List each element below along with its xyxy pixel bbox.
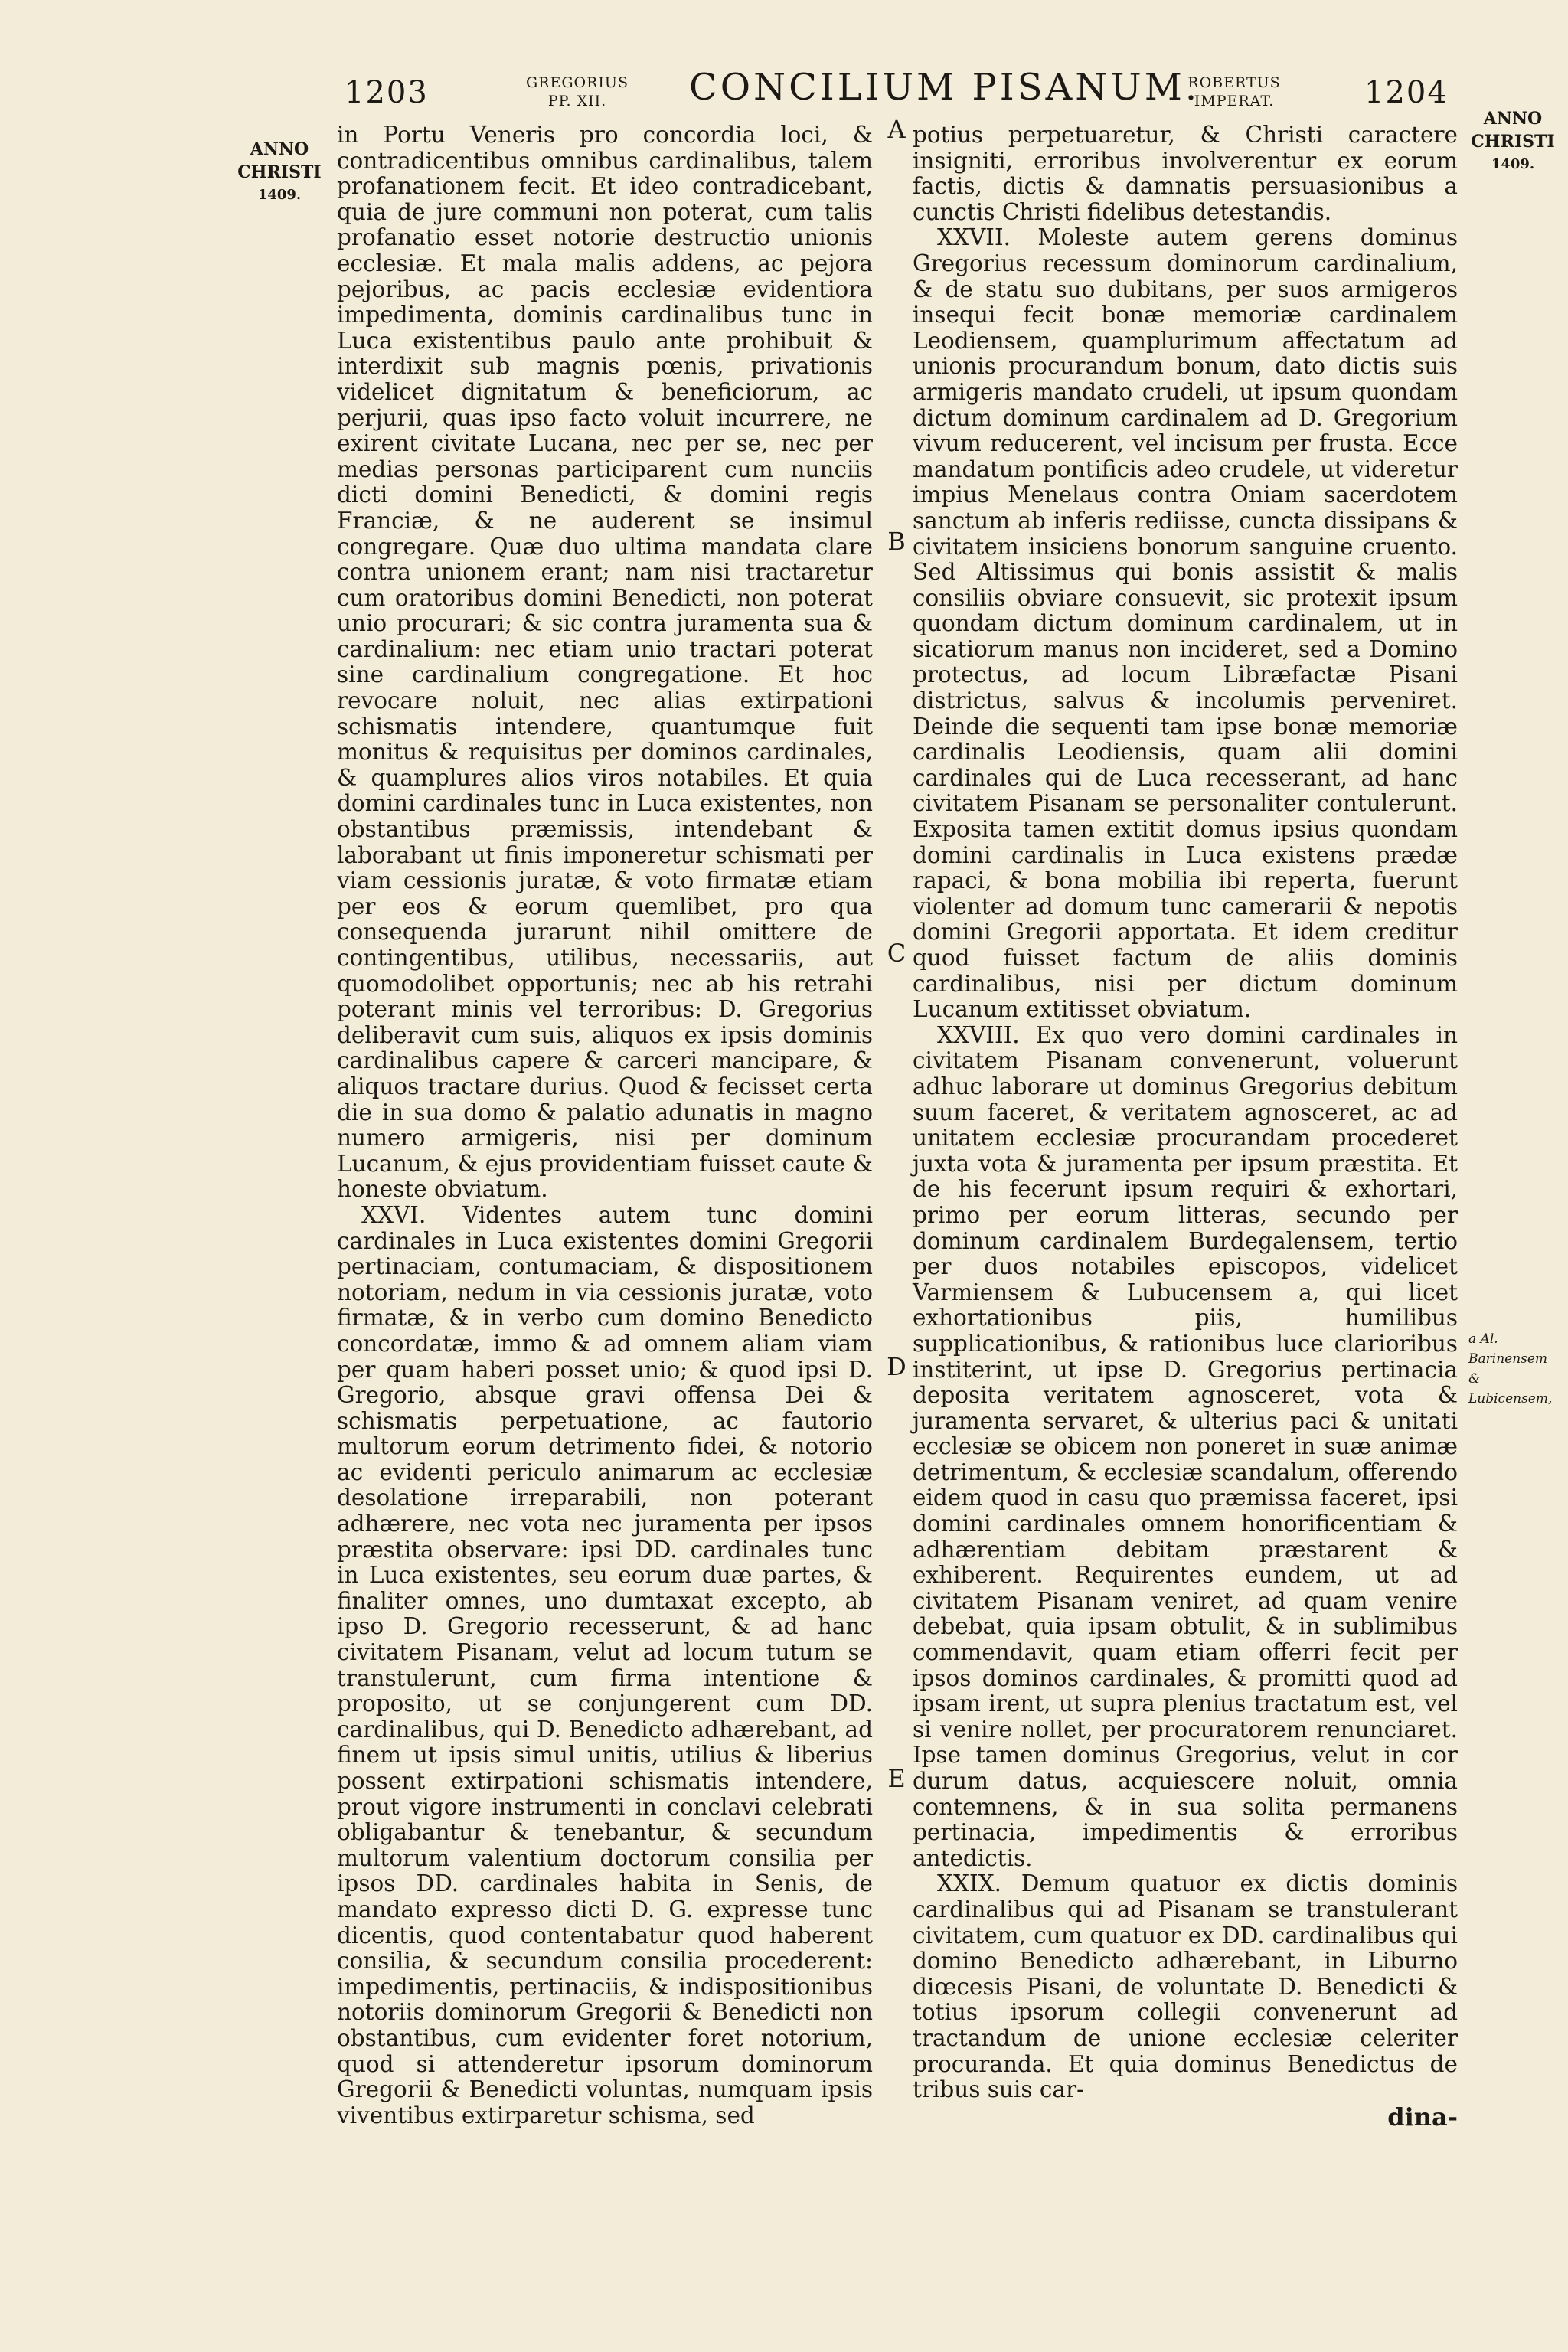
section-letter-b: B (887, 527, 906, 556)
margin-year-value-left: 1409. (257, 187, 302, 203)
margin-footnote: a Al. Barinensem & Lubicensem, (1468, 1331, 1553, 1406)
running-head-emperor (1165, 74, 1303, 110)
margin-christi-right: CHRISTI (1471, 132, 1555, 152)
margin-christi-left: CHRISTI (237, 162, 322, 182)
margin-year-left (231, 138, 328, 207)
running-head-emperor-name: ROBERTUS (1187, 74, 1281, 91)
running-head-pope-name: GREGORIUS (526, 74, 629, 91)
page-title: CONCILIUM PISANUM. (689, 66, 1200, 109)
paragraph-portu-veneris: in Portu Veneris pro concordia loci, & contradicentibus omnibus cardinalibus, talem profanationem fecit. Et ideo contradicebant, quia de jure communi non poterat, cum talis profanatio esset notorie destructio unionis ecclesiæ. Et mala malis addens, ac pejora pejoribus, ac pacis ecclesiæ evidentiora impedimenta, dominis cardinalibus tunc in Luca existentibus paulo ante prohibuit & interdixit sub magnis pœnis, privationis videlicet dignitatum & beneficiorum, ac perjurii, quas ipso facto voluit incurrere, ne exirent civitate Lucana, nec per se, nec per medias personas participarent cum nunciis dicti domini Benedicti, & domini regis Franciæ, & ne auderent se insimul congregare. Quæ duo ultima mandata clare contra unionem erant; nam nisi tractaretur cum oratoribus domini Benedicti, non poterat unio procurari; & sic contra juramenta sua & cardinalium: nec etiam unio tractari poterat sine cardinalium congregatione. Et hoc revocare noluit, nec alias extirpationi schismatis intendere, quantumque fuit monitus & requisitus per dominos cardinales, & quamplures alios viros notabiles. Et quia domini cardinales tunc in Luca existentes, non obstantibus præmissis, intendebant & laborabant ut finis imponeretur schismati per viam cessionis juratæ, & voto firmatæ etiam per eos & eorum quemlibet, pro qua consequenda jurarunt nihil omittere de contingentibus, utilibus, necessariis, aut quomodolibet opportunis; nec ab his retrahi poterant minis vel terroribus: D. Gregorius deliberavit cum suis, aliquos ex ipsis dominis cardinalibus capere & carceri mancipare, & aliquos tractare durius. Quod & fecisset certa die in sua domo & palatio adunatis in magno numero armigeris, nisi per dominum Lucanum, & ejus providentiam fuisset caute & honeste obviatum. (337, 122, 873, 1203)
right-column (913, 122, 1458, 2130)
page-number-right: 1204 (1364, 75, 1449, 110)
section-letter-d: D (887, 1352, 906, 1381)
section-letter-c: C (887, 939, 906, 968)
margin-year-value-right: 1409. (1491, 156, 1535, 172)
margin-anno-right: ANNO (1483, 109, 1543, 129)
margin-year-right (1467, 107, 1559, 176)
running-head-pope-title: PP. XII. (547, 93, 607, 109)
catchword: dina- (1387, 2102, 1458, 2132)
running-head-emperor-title: IMPERAT. (1194, 93, 1275, 109)
paragraph-xxix: XXIX. Demum quatuor ex dictis dominis cardinalibus qui ad Pisanam se transtulerant civitatem, cum quatuor ex DD. cardinalibus qui domino Benedicto adhærebant, in Liburno diœcesis Pisani, de voluntate D. Benedicti & totius ipsorum collegii convenerunt ad tractandum de unione ecclesiæ celeriter procuranda. Et quia dominus Benedictus de tribus suis car- (913, 1870, 1458, 2103)
running-head-pope (508, 74, 646, 110)
paragraph-potius: potius perpetuaretur, & Christi caractere insigniti, erroribus involverentur ex eorum factis, dictis & damnatis persuasionibus a cunctis Christi fidelibus detestandis. (913, 122, 1458, 225)
left-column (337, 122, 873, 2128)
section-letter-a: A (887, 115, 906, 144)
margin-anno-left: ANNO (250, 139, 309, 159)
paragraph-xxviii: XXVIII. Ex quo vero domini cardinales in civitatem Pisanam convenerunt, voluerunt adhuc laborare ut dominus Gregorius debitum suum faceret, & veritatem agnosceret, ac ad unitatem ecclesiæ procurandam procederet juxta vota & juramenta per ipsum præstita. Et de his fecerunt ipsum requiri & exhortari, primo per eorum litteras, secundo per dominum cardinalem Burdegalensem, tertio per duos notabiles episcopos, videlicet Varmiensem & Lubucensem a, qui licet exhortationibus piis, humilibus supplicationibus, & rationibus luce clarioribus institerint, ut ipse D. Gregorius pertinacia deposita veritatem agnosceret, vota & juramenta servaret, & ulterius paci & unitati ecclesiæ se obicem non poneret in suæ animæ detrimentum, & ecclesiæ scandalum, offerendo eidem quod in casu quo præmissa faceret, ipsi domini cardinales omnem honorificentiam & adhærentiam debitam præstarent & exhiberent. Requirentes eundem, ut ad civitatem Pisanam veniret, ad quam venire debebat, quia ipsam obtulit, & in sublimibus commendavit, quam etiam offerri fecit per ipsos dominos cardinales, & promitti quod ad ipsam irent, ut supra plenius tractatum est, vel si venire nollet, per procuratorem renunciaret. Ipse tamen dominus Gregorius, velut in cor durum datus, acquiescere noluit, omnia contemnens, & in sua solita permanens pertinacia, impedimentis & erroribus antedictis. (913, 1021, 1458, 1871)
page-number-left: 1203 (345, 75, 429, 110)
paragraph-xxvii: XXVII. Moleste autem gerens dominus Gregorius recessum dominorum cardinalium, & de statu suo dubitans, per suos armigeros insequi fecit bonæ memoriæ cardinalem Leodiensem, quamplurimum affectatum ad unionis procurandum bonum, dato dictis suis armigeris mandato crudeli, ut ipsum quondam dictum dominum cardinalem ad D. Gregorium vivum reducerent, vel incisum per frusta. Ecce mandatum pontificis adeo crudele, ut videretur impius Menelaus contra Oniam sacerdotem sanctum ab inferis rediisse, cuncta dissipans & civitatem insiciens bonorum sanguine cruento. Sed Altissimus qui bonis assistit & malis consiliis obviare consuevit, sic protexit ipsum quondam dictum dominum cardinalem, ut in sicatiorum manus non incideret, sed a Domino protectus, ad locum Libræfactæ Pisani districtus, salvus & incolumis perveniret. Deinde die sequenti tam ipse bonæ memoriæ cardinalis Leodiensis, quam alii domini cardinales qui de Luca recesserant, ad hanc civitatem Pisanam se personaliter contulerunt. Exposita tamen extitit domus ipsius quondam domini cardinalis in Luca existens prædæ rapaci, & bona mobilia ibi reperta, fuerunt violenter ad domum tunc camerarii & nepotis domini Gregorii apportata. Et idem creditur quod fuisset factum de aliis dominis cardinalibus, nisi per dictum dominum Lucanum extitisset obviatum. (913, 224, 1458, 1023)
section-letter-e: E (887, 1764, 906, 1793)
paragraph-xxvi: XXVI. Videntes autem tunc domini cardinales in Luca existentes domini Gregorii pertinaciam, contumaciam, & dispositionem notoriam, nedum in via cessionis juratæ, voto firmatæ, & in verbo cum domino Benedicto concordatæ, immo & ad omnem aliam viam per quam haberi posset unio; & quod ipsi D. Gregorio, absque gravi offensa Dei & schismatis perpetuatione, ac fautorio multorum eorum detrimento fidei, & notorio ac evidenti periculo animarum ac ecclesiæ desolatione irreparabili, non poterant adhærere, nec vota nec juramenta per ipsos præstita observare: ipsi DD. cardinales tunc in Luca existentes, seu eorum duæ partes, & finaliter omnes, uno dumtaxat excepto, ab ipso D. Gregorio recesserunt, & ad hanc civitatem Pisanam, velut ad locum tutum se transtulerunt, cum firma intentione & proposito, ut se conjungerent cum DD. cardinalibus, qui D. Benedicto adhærebant, ad finem ut ipsis simul unitis, utilius & liberius possent extirpationi schismatis intendere, prout vigore instrumenti in conclavi celebrati obligabantur & tenebantur, & secundum multorum valentium doctorum consilia per ipsos DD. cardinales habita in Senis, de mandato expresso dicti D. G. expresse tunc dicentis, quod contentabatur quod haberent consilia, & secundum consilia procederent: impedimentis, pertinaciis, & indispositionibus notoriis dominorum Gregorii & Benedicti non obstantibus, cum evidenter foret notorium, quod si attenderetur ipsorum dominorum Gregorii & Benedicti voluntas, numquam ipsis viventibus extirparetur schisma, sed (337, 1201, 873, 2128)
